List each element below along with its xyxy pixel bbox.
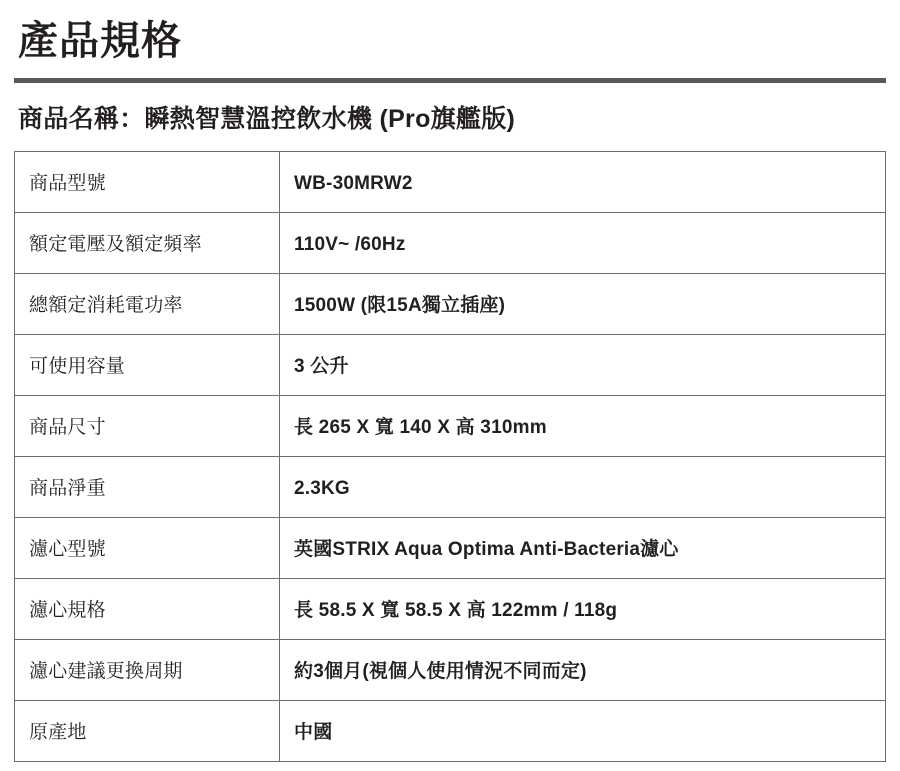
- spec-label: 原產地: [15, 701, 280, 762]
- table-row: [15, 152, 886, 213]
- spec-value: 1500W (限15A獨立插座): [280, 274, 886, 335]
- spec-value: WB-30MRW2: [280, 152, 886, 213]
- table-row: [15, 396, 886, 457]
- spec-value: 110V~ /60Hz: [280, 213, 886, 274]
- spec-label: 總額定消耗電功率: [15, 274, 280, 335]
- table-row: [15, 274, 886, 335]
- table-row: [15, 457, 886, 518]
- spec-value: 3 公升: [280, 335, 886, 396]
- product-name-line: 商品名稱：瞬熱智慧溫控飲水機 (Pro旗艦版): [18, 105, 516, 133]
- spec-value: 長 265 X 寬 140 X 高 310mm: [280, 396, 886, 457]
- spec-label: 濾心建議更換周期: [15, 640, 280, 701]
- spec-value: 中國: [280, 701, 886, 762]
- table-row: [15, 640, 886, 701]
- spec-label: 濾心型號: [15, 518, 280, 579]
- spec-value: 約3個月(視個人使用情況不同而定): [280, 640, 886, 701]
- table-row: [15, 579, 886, 640]
- spec-label: 可使用容量: [15, 335, 280, 396]
- table-row: [15, 518, 886, 579]
- spec-label: 商品型號: [15, 152, 280, 213]
- specification-table: [14, 151, 886, 762]
- spec-value: 2.3KG: [280, 457, 886, 518]
- spec-label: 額定電壓及額定頻率: [15, 213, 280, 274]
- spec-label: 商品尺寸: [15, 396, 280, 457]
- specification-table-body: [15, 152, 886, 762]
- table-row: [15, 213, 886, 274]
- spec-value: 英國STRIX Aqua Optima Anti-Bacteria濾心: [280, 518, 886, 579]
- spec-label: 商品淨重: [15, 457, 280, 518]
- table-row: [15, 701, 886, 762]
- table-row: [15, 335, 886, 396]
- spec-label: 濾心規格: [15, 579, 280, 640]
- title-divider: [14, 78, 886, 83]
- page-title: 產品規格: [18, 19, 182, 63]
- spec-value: 長 58.5 X 寬 58.5 X 高 122mm / 118g: [280, 579, 886, 640]
